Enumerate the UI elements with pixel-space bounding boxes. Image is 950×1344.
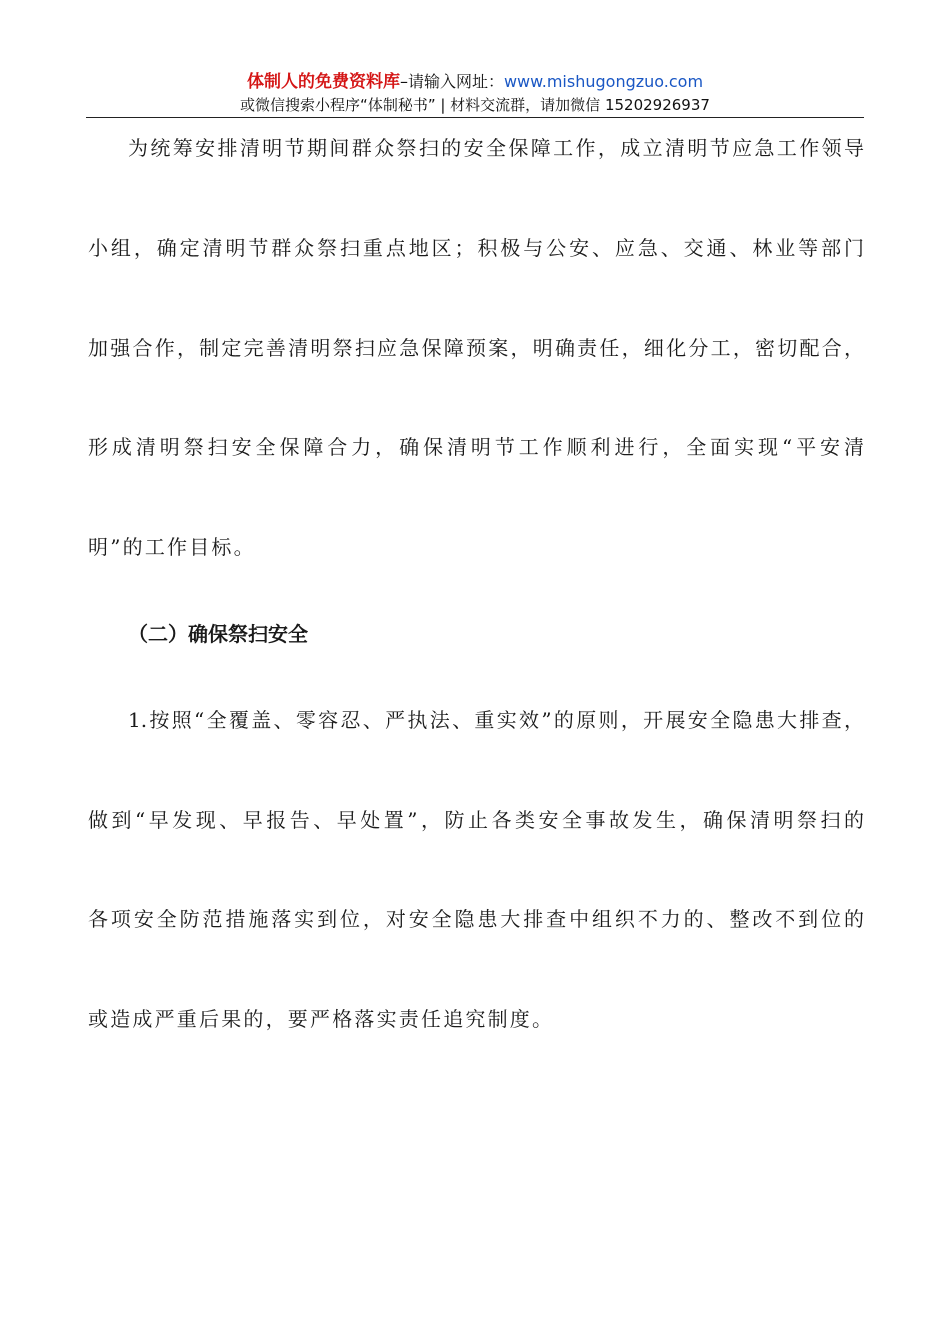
paragraph-1-line-5: 明”的工作目标。 [88,535,256,559]
header-line-2: 或微信搜索小程序“体制秘书” | 材料交流群，请加微信 15202926937 [240,96,710,114]
paragraph-2-line-4: 或造成严重后果的，要严格落实责任追究制度。 [88,1007,555,1031]
paragraph-1-line-2: 小组，确定清明节群众祭扫重点地区；积极与公安、应急、交通、林业等部门 [88,236,864,260]
header-divider [86,117,864,118]
paragraph-1-line-4: 形成清明祭扫安全保障合力，确保清明节工作顺利进行，全面实现“平安清 [88,435,864,459]
header-prompt: –请输入网址： [399,72,504,91]
header-line-1 [86,70,864,94]
header-url-link[interactable]: www.mishugongzuo.com [503,72,704,91]
paragraph-1-line-3: 加强合作，制定完善清明祭扫应急保障预案，明确责任，细化分工，密切配合， [88,336,864,360]
page-header [86,70,864,116]
section-heading: （二）确保祭扫安全 [128,622,308,646]
paragraph-2-line-1: 1.按照“全覆盖、零容忍、严执法、重实效”的原则，开展安全隐患大排查， [128,708,864,732]
header-brand: 体制人的免费资料库 [246,72,400,92]
paragraph-1-line-1: 为统筹安排清明节期间群众祭扫的安全保障工作，成立清明节应急工作领导 [128,136,864,160]
paragraph-2-line-2: 做到“早发现、早报告、早处置”，防止各类安全事故发生，确保清明祭扫的 [88,808,864,832]
paragraph-2-line-3: 各项安全防范措施落实到位，对安全隐患大排查中组织不力的、整改不到位的 [88,907,864,931]
